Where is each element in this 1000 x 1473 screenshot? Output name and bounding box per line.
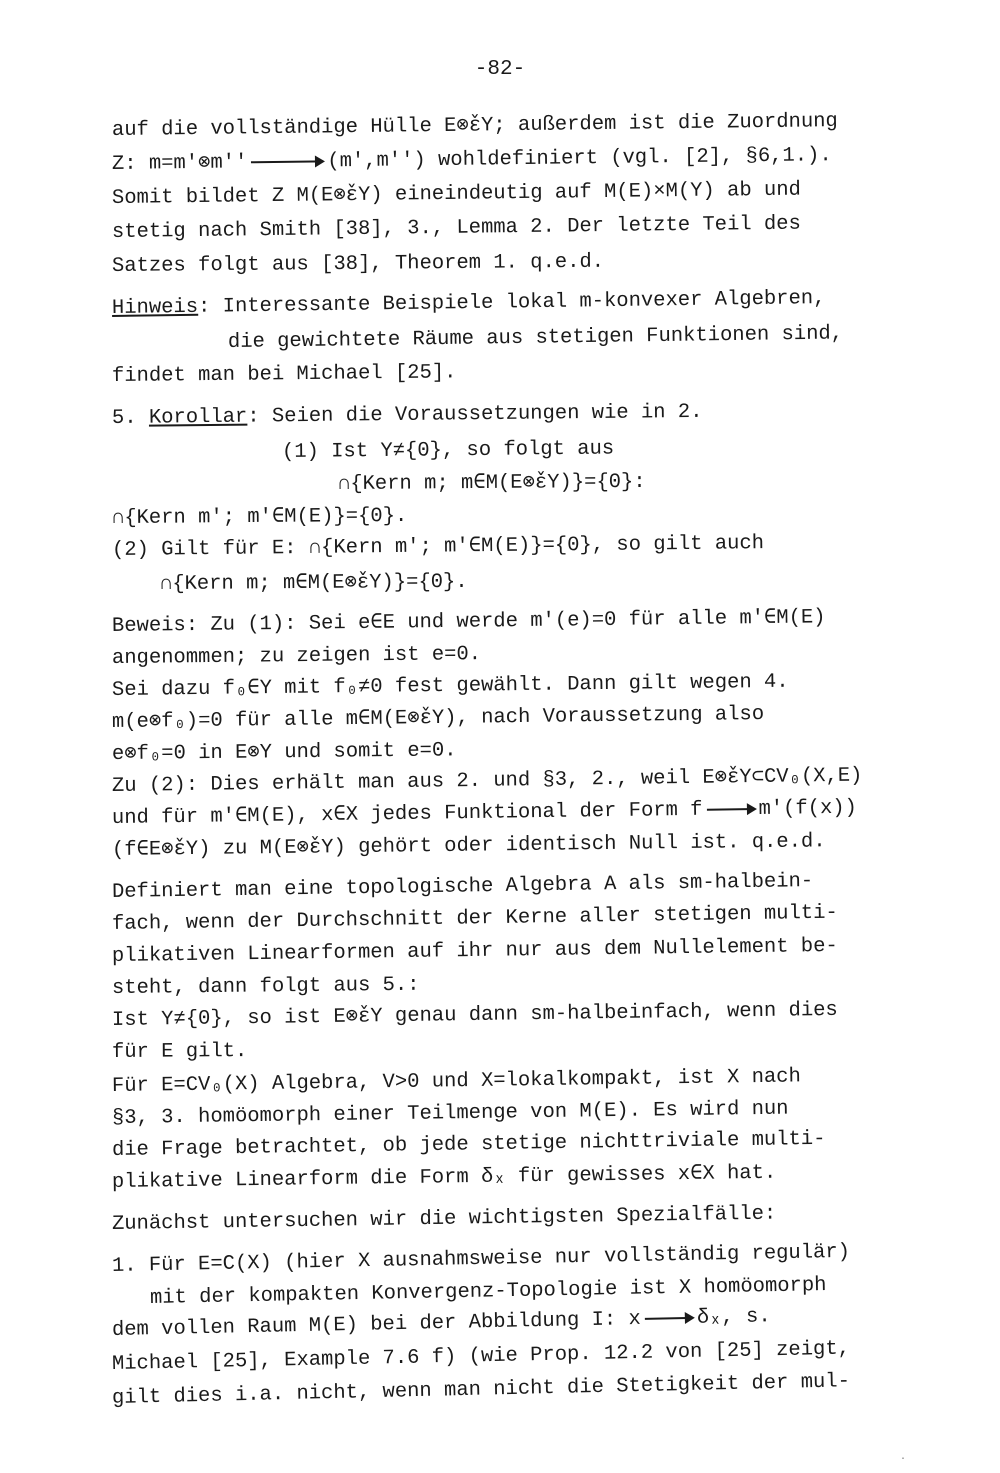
text-line: die Frage betrachtet, ob jede stetige nichttriviale multi-: [111, 1127, 826, 1162]
text-line: stetig nach Smith [38], 3., Lemma 2. Der letzte Teil des: [111, 212, 802, 244]
text-line: angenommen; zu zeigen ist e=0.: [111, 643, 482, 670]
text-line: gilt dies i.a. nicht, wenn man nicht die Stetigkeit der mul-: [111, 1370, 851, 1410]
text-line: ∩{Kern m'; m'∈M(E)}={0}.: [111, 504, 408, 530]
text-span: dem vollen Raum M(E) bei der Abbildung I: x: [111, 1307, 642, 1342]
text-line: §3, 3. homöomorph einer Teilmenge von M(E). Es wird nun: [111, 1097, 789, 1130]
text-line: steht, dann folgt aus 5.:: [111, 973, 420, 1000]
text-line: (2) Gilt für E: ∩{Kern m'; m'∈M(E)}={0}, so gilt auch: [111, 532, 765, 562]
text-span: (m',m'') wohldefiniert (vgl. [2], §6,1.).: [327, 144, 832, 174]
page-number: -82-: [474, 58, 526, 81]
text-line: ∩{Kern m; m∈M(E⊗̌εY)}={0}:: [337, 470, 646, 496]
text-line: (1) Ist Y≠{0}, so folgt aus: [281, 437, 615, 464]
text-line: [112, 400, 703, 432]
arrow-icon: [706, 808, 754, 811]
text-line: für E gilt.: [111, 1040, 248, 1064]
text-line: Beweis: Zu (1): Sei e∈E und werde m'(e)=0 für alle m'∈M(E): [111, 606, 826, 638]
text-span: und für m'∈M(E), x∈X jedes Funktional der Form f: [111, 798, 703, 830]
text-line: Zu (2): Dies erhält man aus 2. und §3, 2., weil E⊗̌εY⊂CV₀(X,E): [111, 764, 863, 798]
text-line: Definiert man eine topologische Algebra A als sm-halbein-: [111, 869, 814, 904]
text-line: ∩{Kern m; m∈M(E⊗̌εY)}={0}.: [159, 570, 468, 596]
text-line: mit der kompakten Konvergenz-Topologie ist X homöomorph: [149, 1274, 827, 1310]
arrow-icon: [251, 160, 323, 163]
text-line: Zunächst untersuchen wir die wichtigsten Spezialfälle:: [111, 1202, 777, 1236]
text-span: : Interessante Beispiele lokal m-konvexer Algebren,: [197, 287, 826, 319]
text-line: Sei dazu f₀∈Y mit f₀≠0 fest gewählt. Dann gilt wegen 4.: [111, 670, 789, 702]
text-line: e⊗f₀=0 in E⊗Y und somit e=0.: [111, 739, 457, 766]
text-line: [112, 796, 857, 832]
text-line: Satzes folgt aus [38], Theorem 1. q.e.d.: [111, 250, 605, 278]
korollar-label: Korollar: [148, 405, 248, 430]
text-line: Michael [25], Example 7.6 f) (wie Prop. 12.2 von [25] zeigt,: [111, 1337, 851, 1376]
scan-speck: .: [900, 1452, 907, 1463]
text-span: : Seien die Voraussetzungen wie in 2.: [247, 400, 703, 429]
arrow-icon: [645, 1316, 693, 1319]
text-line: plikativen Linearformen auf ihr nur aus dem Nullelement be-: [111, 934, 838, 968]
text-line: Für E=CV₀(X) Algebra, V>0 und X=lokalkompakt, ist X nach: [111, 1065, 802, 1098]
text-line: findet man bei Michael [25].: [111, 361, 457, 388]
text-line: fach, wenn der Durchschnitt der Kerne aller stetigen multi-: [111, 901, 838, 936]
text-span: 5.: [111, 406, 150, 430]
hinweis-label: Hinweis: [111, 295, 199, 320]
text-line: Ist Y≠{0}, so ist E⊗̌εY genau dann sm-halbeinfach, wenn dies: [111, 998, 838, 1032]
text-span: δₓ, s.: [696, 1305, 771, 1330]
text-line: 1. Für E=C(X) (hier X ausnahmsweise nur vollständig regulär): [111, 1240, 851, 1278]
text-line: [112, 286, 826, 322]
text-line: (f∈E⊗̌εY) zu M(E⊗̌εY) gehört oder identisch Null ist. q.e.d.: [111, 830, 826, 862]
text-line: plikative Linearform die Form δₓ für gewisses x∈X hat.: [111, 1161, 777, 1194]
text-line: die gewichtete Räume aus stetigen Funktionen sind,: [227, 322, 844, 354]
text-line: Somit bildet Z M(E⊗̌εY) eineindeutig auf M(E)×M(Y) ab und: [111, 178, 802, 210]
text-line: auf die vollständige Hülle E⊗̌εY; außerdem ist die Zuordnung: [111, 110, 838, 142]
text-line: [112, 143, 832, 178]
text-span: Z: m=m'⊗m'': [111, 151, 248, 176]
text-span: m'(f(x)): [758, 796, 858, 821]
text-line: m(e⊗f₀)=0 für alle m∈M(E⊗̌εY), nach Voraussetzung also: [111, 703, 765, 734]
